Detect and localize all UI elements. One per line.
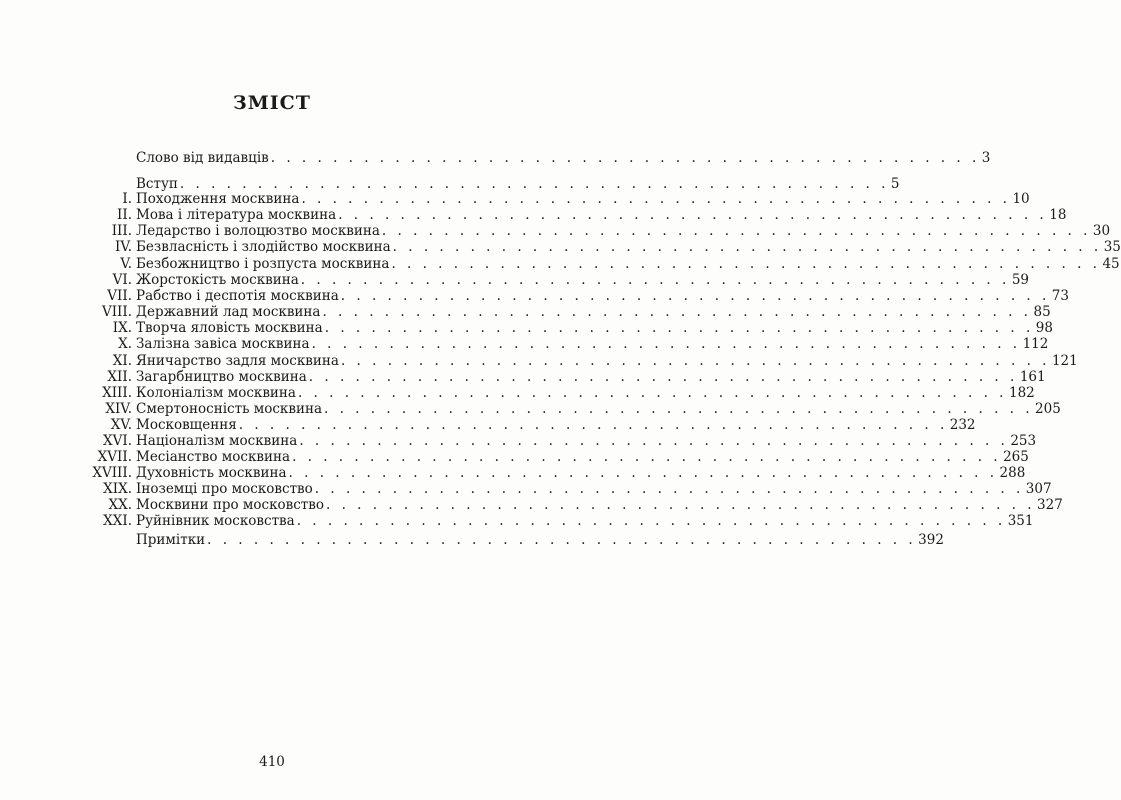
toc-line bbox=[136, 191, 1030, 207]
dot-leader: . . . . . . . . . . . . . . . . . . . . . . . . . . . . . . . . . . . . . . . . . . . . . . bbox=[326, 497, 1036, 513]
toc-entry bbox=[0, 497, 1063, 513]
chapter-number: XVII. bbox=[97, 449, 132, 465]
chapter-number: VIII. bbox=[101, 304, 132, 320]
toc-entry bbox=[0, 191, 1030, 207]
chapter-title: Слово від видавців bbox=[136, 150, 269, 166]
dot-leader: . . . . . . . . . . . . . . . . . . . . . . . . . . . . . . . . . . . . . . . . . . . . . . bbox=[322, 304, 1032, 320]
dot-leader: . . . . . . . . . . . . . . . . . . . . . . . . . . . . . . . . . . . . . . . . . . . . . . bbox=[338, 207, 1048, 223]
chapter-number: IX. bbox=[112, 320, 132, 336]
toc-line bbox=[136, 288, 1069, 304]
chapter-title: Мова і література москвина bbox=[136, 207, 337, 223]
toc-line bbox=[136, 465, 1026, 481]
chapter-number: XVIII. bbox=[92, 465, 132, 481]
dot-leader: . . . . . . . . . . . . . . . . . . . . . . . . . . . . . . . . . . . . . . . . . . . . . . bbox=[340, 353, 1050, 369]
dot-leader: . . . . . . . . . . . . . . . . . . . . . . . . . . . . . . . . . . . . . . . . . . . . . . bbox=[297, 385, 1007, 401]
toc-entry bbox=[0, 417, 976, 433]
chapter-number: XIX. bbox=[103, 481, 132, 497]
toc-entry bbox=[0, 150, 991, 166]
chapter-page-number: 205 bbox=[1035, 401, 1061, 417]
toc-entry bbox=[0, 481, 1052, 497]
chapter-number: XV. bbox=[110, 417, 132, 433]
dot-leader: . . . . . . . . . . . . . . . . . . . . . . . . . . . . . . . . . . . . . . . . . . . . . . bbox=[301, 191, 1011, 207]
chapter-page-number: 85 bbox=[1033, 304, 1051, 320]
toc-line bbox=[136, 513, 1034, 529]
chapter-title: Духовність москвина bbox=[136, 465, 287, 481]
chapter-page-number: 30 bbox=[1092, 223, 1111, 239]
toc-line bbox=[136, 497, 1063, 513]
chapter-title: Рабство і деспотія москвина bbox=[136, 288, 339, 304]
chapter-page-number: 45 bbox=[1102, 256, 1120, 272]
chapter-number: XVI. bbox=[103, 433, 132, 449]
dot-leader: . . . . . . . . . . . . . . . . . . . . . . . . . . . . . . . . . . . . . . . . . . . . . . bbox=[308, 369, 1018, 385]
chapter-title: Жорстокість москвина bbox=[136, 272, 299, 288]
toc-line bbox=[136, 401, 1061, 417]
dot-leader: . . . . . . . . . . . . . . . . . . . . . . . . . . . . . . . . . . . . . . . . . . . . . . bbox=[270, 150, 980, 166]
toc-line bbox=[136, 320, 1053, 336]
dot-leader: . . . . . . . . . . . . . . . . . . . . . . . . . . . . . . . . . . . . . . . . . . . . . . bbox=[391, 256, 1101, 272]
toc-line bbox=[136, 304, 1051, 320]
dot-leader: . . . . . . . . . . . . . . . . . . . . . . . . . . . . . . . . . . . . . . . . . . . . . . bbox=[314, 481, 1024, 497]
toc-entry bbox=[0, 272, 1029, 288]
chapter-number: I. bbox=[122, 191, 132, 207]
chapter-page-number: 392 bbox=[918, 532, 944, 548]
chapter-number: IV. bbox=[114, 239, 132, 255]
toc-line bbox=[136, 207, 1067, 223]
toc-line bbox=[136, 256, 1120, 272]
chapter-title: Безбожництво і розпуста москвина bbox=[136, 256, 390, 272]
chapter-number: XI. bbox=[112, 353, 132, 369]
toc-line bbox=[136, 353, 1078, 369]
dot-leader: . . . . . . . . . . . . . . . . . . . . . . . . . . . . . . . . . . . . . . . . . . . . . . bbox=[292, 449, 1002, 465]
chapter-title: Вступ bbox=[136, 176, 178, 192]
toc-entry bbox=[0, 336, 1049, 352]
chapter-title: Залізна завіса москвина bbox=[136, 336, 310, 352]
toc-line bbox=[136, 369, 1046, 385]
toc-entry bbox=[0, 239, 1121, 255]
chapter-number: XIV. bbox=[105, 401, 132, 417]
toc-entry bbox=[0, 176, 900, 192]
chapter-page-number: 351 bbox=[1007, 513, 1034, 529]
chapter-number: XXI. bbox=[103, 513, 132, 529]
toc-entry bbox=[0, 288, 1069, 304]
chapter-page-number: 121 bbox=[1051, 353, 1078, 369]
chapter-page-number: 59 bbox=[1011, 272, 1029, 288]
toc-entry bbox=[0, 353, 1078, 369]
chapter-title: Державний лад москвина bbox=[136, 304, 321, 320]
dot-leader: . . . . . . . . . . . . . . . . . . . . . . . . . . . . . . . . . . . . . . . . . . . . . . bbox=[311, 336, 1021, 352]
chapter-title: Ледарство і волоцюзтво москвина bbox=[136, 223, 380, 239]
chapter-title: Безвласність і злодійство москвина bbox=[136, 239, 391, 255]
chapter-page-number: 265 bbox=[1003, 449, 1029, 465]
page-number: 410 bbox=[259, 754, 285, 770]
toc-line bbox=[136, 417, 976, 433]
chapter-page-number: 3 bbox=[981, 150, 991, 166]
dot-leader: . . . . . . . . . . . . . . . . . . . . . . . . . . . . . . . . . . . . . . . . . . . . . . bbox=[179, 176, 889, 192]
dot-leader: . . . . . . . . . . . . . . . . . . . . . . . . . . . . . . . . . . . . . . . . . . . . . . bbox=[207, 532, 917, 548]
chapter-title: Месіанство москвина bbox=[136, 449, 291, 465]
chapter-page-number: 232 bbox=[949, 417, 976, 433]
toc-line bbox=[136, 239, 1121, 255]
toc-entry bbox=[0, 256, 1120, 272]
dot-leader: . . . . . . . . . . . . . . . . . . . . . . . . . . . . . . . . . . . . . . . . . . . . . . bbox=[288, 465, 998, 481]
chapter-number: XIII. bbox=[102, 385, 132, 401]
chapter-page-number: 98 bbox=[1035, 320, 1053, 336]
toc-entry bbox=[0, 223, 1111, 239]
chapter-number: X. bbox=[118, 336, 132, 352]
chapter-number: XX. bbox=[108, 497, 132, 513]
chapter-page-number: 73 bbox=[1051, 288, 1069, 304]
chapter-number: VII. bbox=[107, 288, 132, 304]
toc-entry bbox=[0, 401, 1061, 417]
toc-line bbox=[136, 481, 1052, 497]
chapter-title: Націоналізм москвина bbox=[136, 433, 298, 449]
chapter-title: Походження москвина bbox=[136, 191, 300, 207]
chapter-page-number: 35 bbox=[1103, 239, 1121, 255]
dot-leader: . . . . . . . . . . . . . . . . . . . . . . . . . . . . . . . . . . . . . . . . . . . . . . bbox=[299, 433, 1009, 449]
toc-line bbox=[136, 532, 944, 548]
chapter-title: Москвини про московство bbox=[136, 497, 325, 513]
toc-line bbox=[136, 385, 1035, 401]
chapter-title: Колоніалізм москвина bbox=[136, 385, 296, 401]
toc-entry bbox=[0, 449, 1029, 465]
chapter-title: Примітки bbox=[136, 532, 206, 548]
chapter-page-number: 307 bbox=[1025, 481, 1052, 497]
toc-entry bbox=[0, 304, 1051, 320]
dot-leader: . . . . . . . . . . . . . . . . . . . . . . . . . . . . . . . . . . . . . . . . . . . . . . bbox=[300, 272, 1010, 288]
toc-entry bbox=[0, 433, 1037, 449]
chapter-page-number: 5 bbox=[890, 176, 900, 192]
dot-leader: . . . . . . . . . . . . . . . . . . . . . . . . . . . . . . . . . . . . . . . . . . . . . . bbox=[296, 513, 1006, 529]
toc-entry bbox=[0, 465, 1026, 481]
dot-leader: . . . . . . . . . . . . . . . . . . . . . . . . . . . . . . . . . . . . . . . . . . . . . . bbox=[324, 320, 1034, 336]
toc-line bbox=[136, 150, 991, 166]
chapter-page-number: 18 bbox=[1049, 207, 1067, 223]
toc-entry bbox=[0, 207, 1067, 223]
toc-entry bbox=[0, 320, 1053, 336]
chapter-number: VI. bbox=[112, 272, 132, 288]
chapter-page-number: 288 bbox=[999, 465, 1026, 481]
toc-line bbox=[136, 223, 1111, 239]
chapter-title: Творча яловість москвина bbox=[136, 320, 323, 336]
toc-entry bbox=[0, 369, 1046, 385]
chapter-page-number: 327 bbox=[1037, 497, 1063, 513]
chapter-title: Загарбництво москвина bbox=[136, 369, 307, 385]
toc-line bbox=[136, 176, 900, 192]
toc-entry bbox=[0, 513, 1034, 529]
chapter-title: Московщення bbox=[136, 417, 237, 433]
toc-line bbox=[136, 433, 1037, 449]
toc-line bbox=[136, 336, 1049, 352]
dot-leader: . . . . . . . . . . . . . . . . . . . . . . . . . . . . . . . . . . . . . . . . . . . . . . bbox=[392, 239, 1102, 255]
toc-entry bbox=[0, 532, 944, 548]
chapter-page-number: 112 bbox=[1022, 336, 1049, 352]
chapter-page-number: 10 bbox=[1012, 191, 1030, 207]
chapter-title: Руйнівник московства bbox=[136, 513, 295, 529]
chapter-page-number: 161 bbox=[1019, 369, 1046, 385]
chapter-number: III. bbox=[111, 223, 132, 239]
chapter-page-number: 182 bbox=[1008, 385, 1035, 401]
dot-leader: . . . . . . . . . . . . . . . . . . . . . . . . . . . . . . . . . . . . . . . . . . . . . . bbox=[324, 401, 1034, 417]
dot-leader: . . . . . . . . . . . . . . . . . . . . . . . . . . . . . . . . . . . . . . . . . . . . . . bbox=[381, 223, 1091, 239]
chapter-page-number: 253 bbox=[1010, 433, 1037, 449]
chapter-title: Іноземці про московство bbox=[136, 481, 313, 497]
toc-line bbox=[136, 449, 1029, 465]
chapter-number: II. bbox=[117, 207, 132, 223]
chapter-number: XII. bbox=[107, 369, 132, 385]
chapter-number: V. bbox=[120, 256, 132, 272]
toc-line bbox=[136, 272, 1029, 288]
page-title: ЗМІСТ bbox=[233, 92, 311, 114]
dot-leader: . . . . . . . . . . . . . . . . . . . . . . . . . . . . . . . . . . . . . . . . . . . . . . bbox=[340, 288, 1050, 304]
chapter-title: Яничарство задля москвина bbox=[136, 353, 339, 369]
chapter-title: Смертоносність москвина bbox=[136, 401, 323, 417]
toc-entry bbox=[0, 385, 1035, 401]
dot-leader: . . . . . . . . . . . . . . . . . . . . . . . . . . . . . . . . . . . . . . . . . . . . . . bbox=[238, 417, 948, 433]
